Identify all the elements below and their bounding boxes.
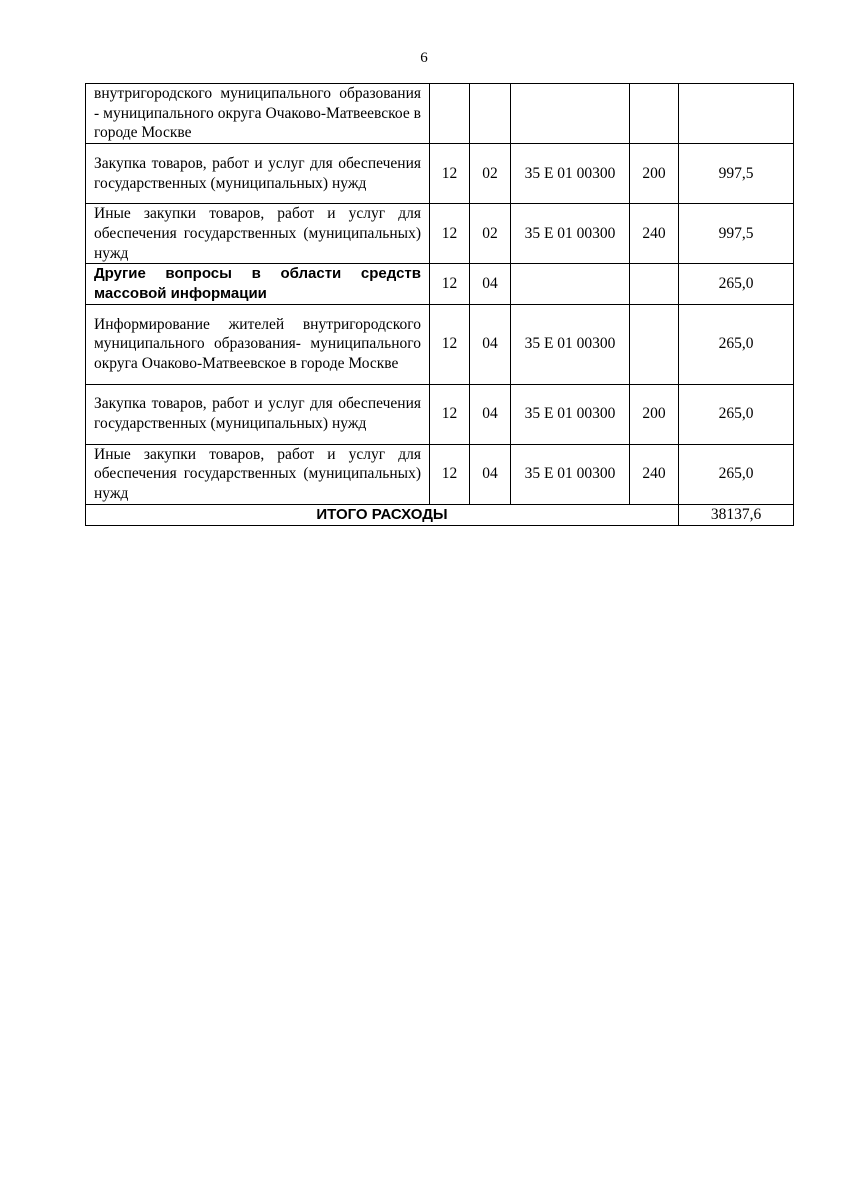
row-expense-type [630,84,679,144]
page-number: 6 [420,50,428,66]
row-section: 12 [430,204,470,264]
row-name: Закупка товаров, работ и услуг для обеспечения государственных (муниципальных) нужд [86,144,430,204]
row-section: 12 [430,384,470,444]
table-row [86,84,794,144]
row-amount: 265,0 [679,444,794,504]
row-target-article: 35 Е 01 00300 [511,144,630,204]
row-name: Иные закупки товаров, работ и услуг для обеспечения государственных (муниципальных) нужд [86,204,430,264]
row-expense-type [630,304,679,384]
table-row [86,304,794,384]
table-row [86,144,794,204]
row-expense-type [630,264,679,304]
row-amount: 265,0 [679,304,794,384]
row-subsection: 04 [470,304,511,384]
row-target-article [511,84,630,144]
row-expense-type: 240 [630,444,679,504]
row-target-article: 35 Е 01 00300 [511,304,630,384]
row-name: Иные закупки товаров, работ и услуг для обеспечения государственных (муниципальных) нужд [86,444,430,504]
row-target-article: 35 Е 01 00300 [511,444,630,504]
row-amount: 997,5 [679,144,794,204]
row-expense-type: 240 [630,204,679,264]
table-row [86,444,794,504]
row-subsection: 02 [470,144,511,204]
row-section: 12 [430,304,470,384]
row-amount [679,84,794,144]
row-amount: 265,0 [679,264,794,304]
row-target-article: 35 Е 01 00300 [511,204,630,264]
table-row [86,384,794,444]
total-label: ИТОГО РАСХОДЫ [86,504,679,525]
row-subsection: 04 [470,264,511,304]
row-target-article [511,264,630,304]
table-row [86,264,794,304]
row-subsection: 02 [470,204,511,264]
row-target-article: 35 Е 01 00300 [511,384,630,444]
row-section: 12 [430,264,470,304]
row-name: Информирование жителей внутригородского муниципального образования- муниципального округа Очаково-Матвеевское в городе Москве [86,304,430,384]
row-expense-type: 200 [630,384,679,444]
row-expense-type: 200 [630,144,679,204]
total-row [86,504,794,525]
row-subsection [470,84,511,144]
table-row [86,204,794,264]
row-name: Закупка товаров, работ и услуг для обеспечения государственных (муниципальных) нужд [86,384,430,444]
row-section: 12 [430,144,470,204]
row-name: внутригородского муниципального образования - муниципального округа Очаково-Матвеевское в городе Москве [86,84,430,144]
row-subsection: 04 [470,444,511,504]
row-subsection: 04 [470,384,511,444]
row-section: 12 [430,444,470,504]
total-amount: 38137,6 [679,504,794,525]
row-section [430,84,470,144]
expenditure-table [85,83,794,526]
row-name: Другие вопросы в области средств массовой информации [86,264,430,304]
row-amount: 997,5 [679,204,794,264]
row-amount: 265,0 [679,384,794,444]
